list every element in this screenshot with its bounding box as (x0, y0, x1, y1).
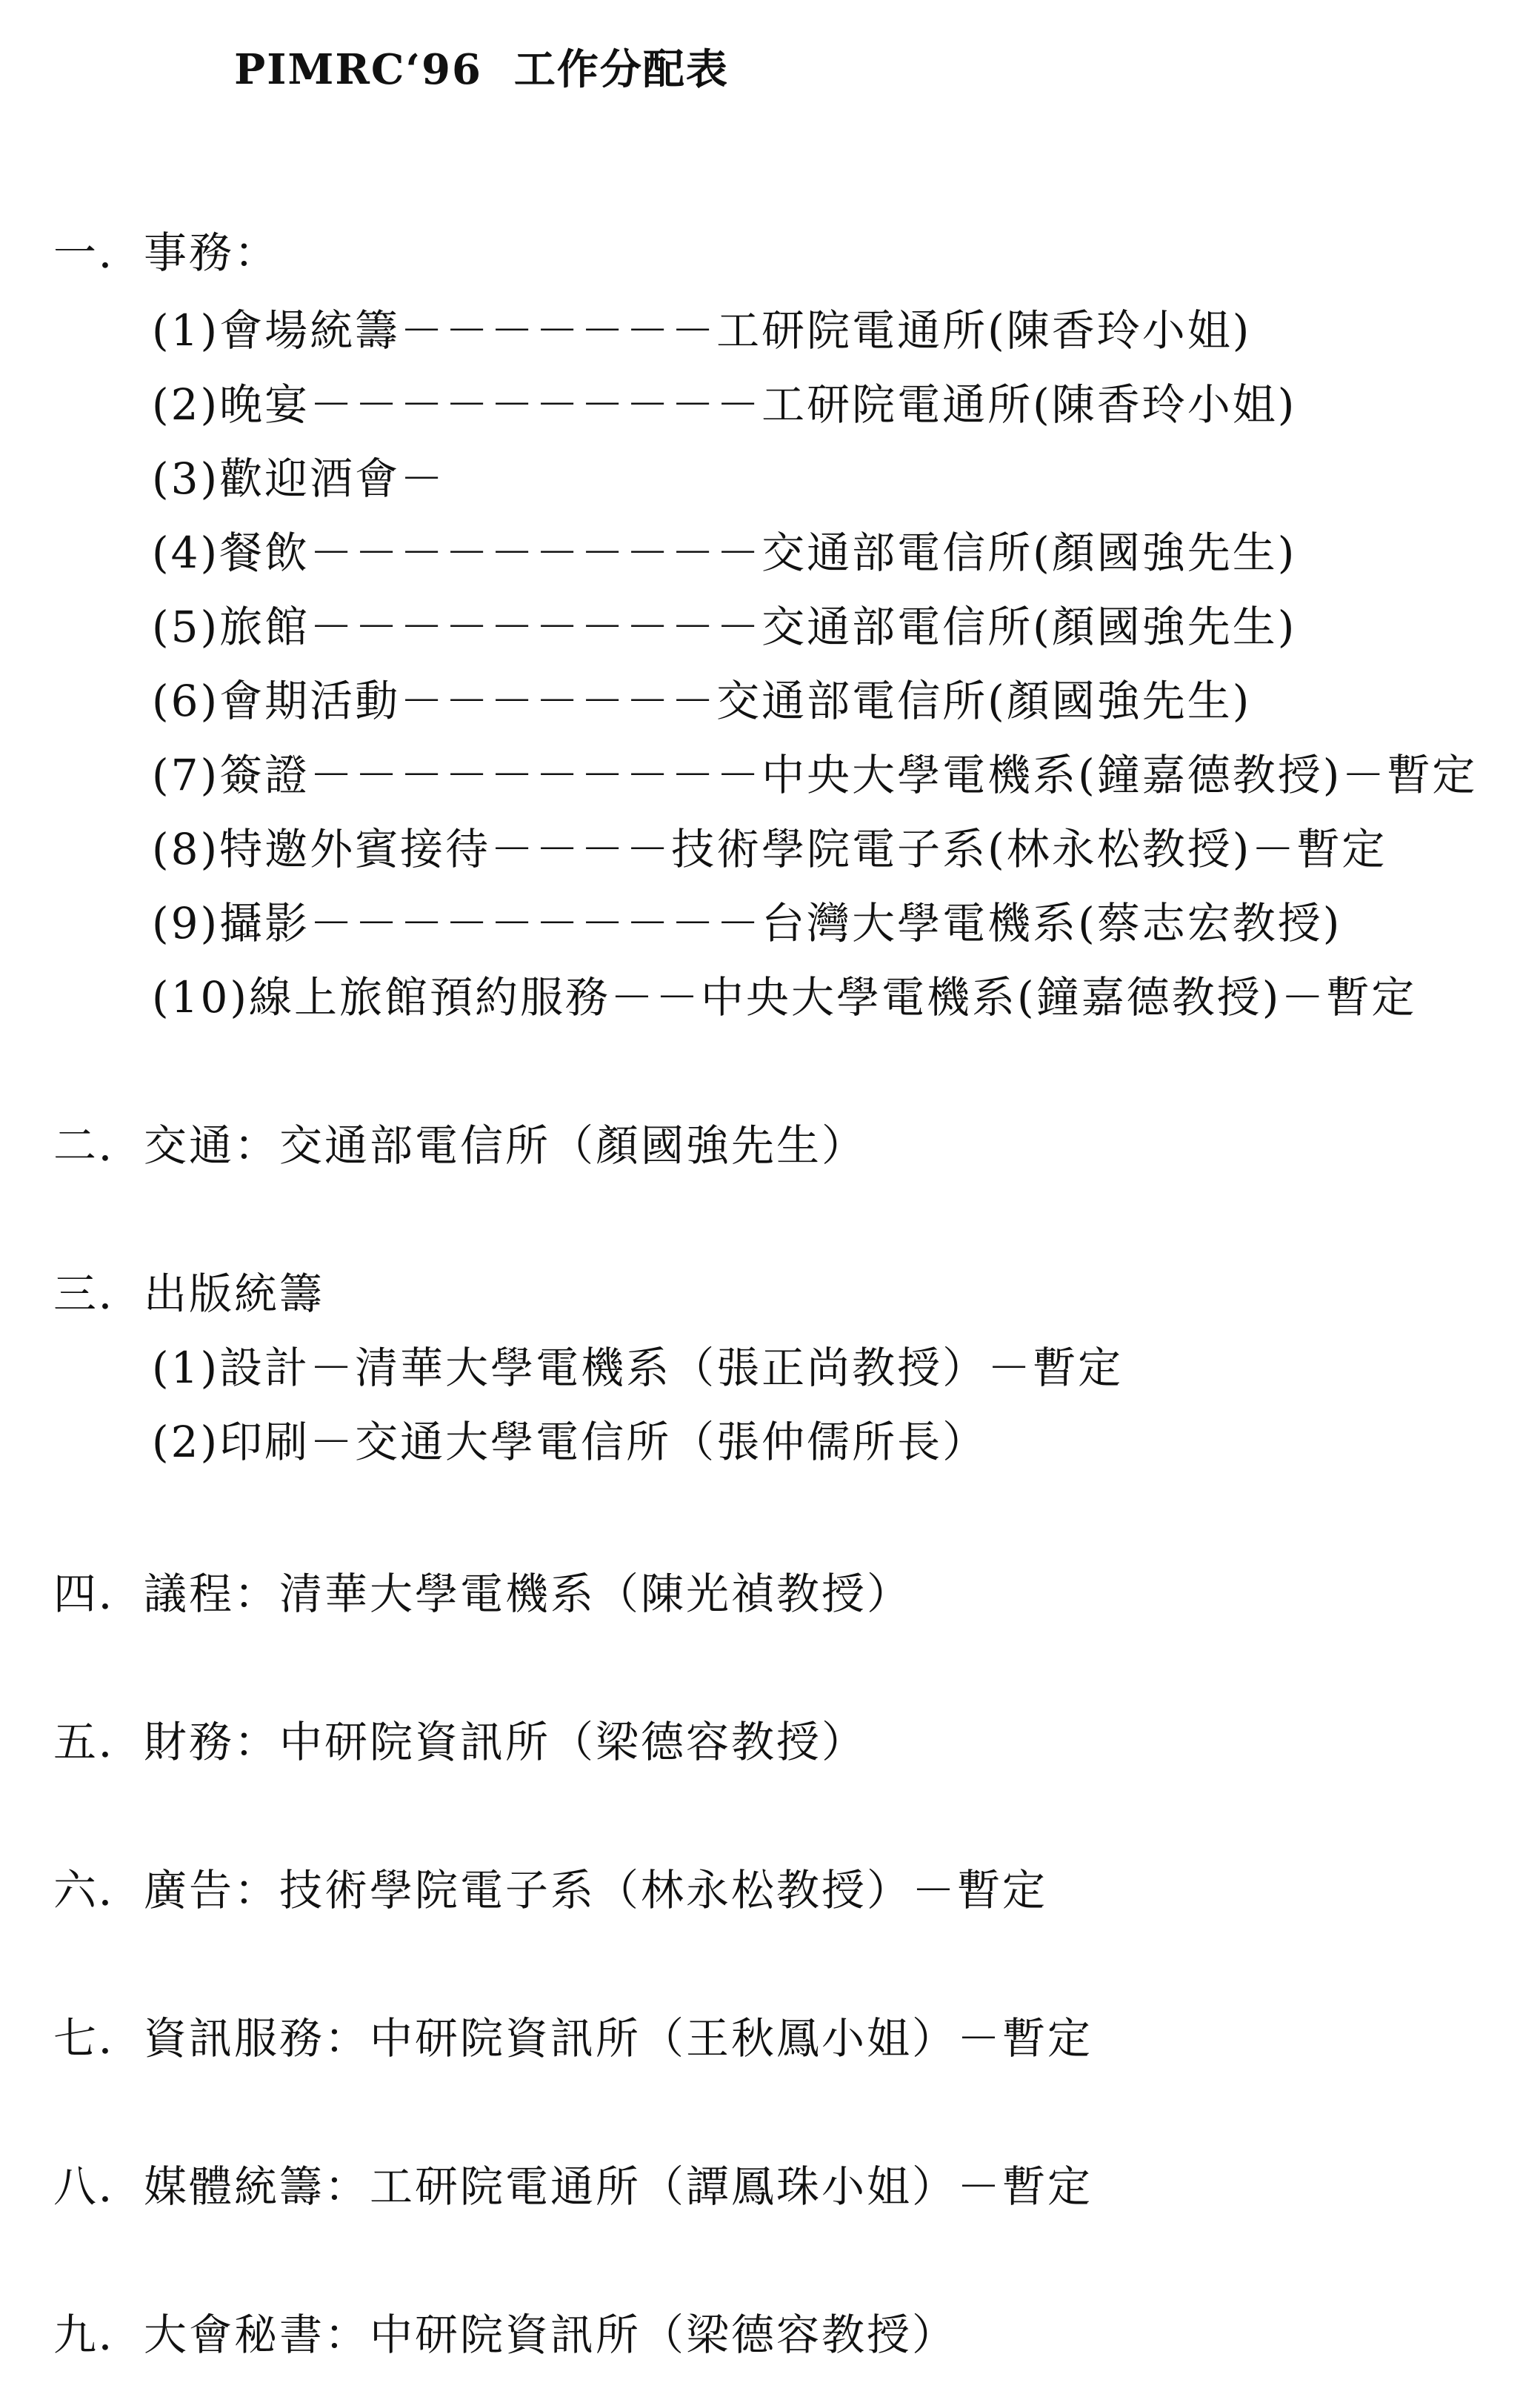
list-item: (5)旅館－－－－－－－－－－交通部電信所(顏國強先生) (152, 602, 1297, 652)
section-heading-7: 七．資訊服務：中研院資訊所（王秋鳳小姐）－暫定 (53, 2013, 1093, 2064)
list-item: (6)會期活動－－－－－－－交通部電信所(顏國強先生) (152, 676, 1252, 726)
list-item: (2)晚宴－－－－－－－－－－工研院電通所(陳香玲小姐) (152, 379, 1297, 430)
list-item: (8)特邀外賓接待－－－－技術學院電子系(林永松教授)－暫定 (152, 824, 1387, 874)
list-item: (3)歡迎酒會－ (152, 453, 446, 504)
section-heading-8: 八．媒體統籌：工研院電通所（譚鳳珠小姐）－暫定 (53, 2161, 1093, 2212)
section-heading-2: 二．交通：交通部電信所（顏國強先生） (53, 1120, 867, 1171)
list-item: (4)餐飲－－－－－－－－－－交通部電信所(顏國強先生) (152, 528, 1297, 578)
page-title: PIMRC‘96 工作分配表 (234, 45, 729, 94)
list-item: (2)印刷－交通大學電信所（張仲儒所長） (152, 1417, 988, 1467)
list-item: (1)設計－清華大學電機系（張正尚教授）－暫定 (152, 1343, 1124, 1393)
section-heading-9: 九．大會秘書：中研院資訊所（梁德容教授） (53, 2310, 958, 2360)
list-item: (9)攝影－－－－－－－－－－台灣大學電機系(蔡志宏教授) (152, 898, 1342, 948)
section-heading-4: 四．議程：清華大學電機系（陳光禎教授） (53, 1569, 913, 1619)
section-heading-6: 六．廣告：技術學院電子系（林永松教授）－暫定 (53, 1865, 1048, 1915)
section-heading-1: 一．事務： (53, 227, 280, 278)
list-item: (10)線上旅館預約服務－－中央大學電機系(鐘嘉德教授)－暫定 (152, 972, 1417, 1023)
list-item: (7)簽證－－－－－－－－－－中央大學電機系(鐘嘉德教授)－暫定 (152, 750, 1478, 800)
section-heading-5: 五．財務：中研院資訊所（梁德容教授） (53, 1717, 867, 1767)
section-heading-3: 三．出版統籌 (53, 1269, 325, 1319)
list-item: (1)會場統籌－－－－－－－工研院電通所(陳香玲小姐) (152, 305, 1252, 356)
